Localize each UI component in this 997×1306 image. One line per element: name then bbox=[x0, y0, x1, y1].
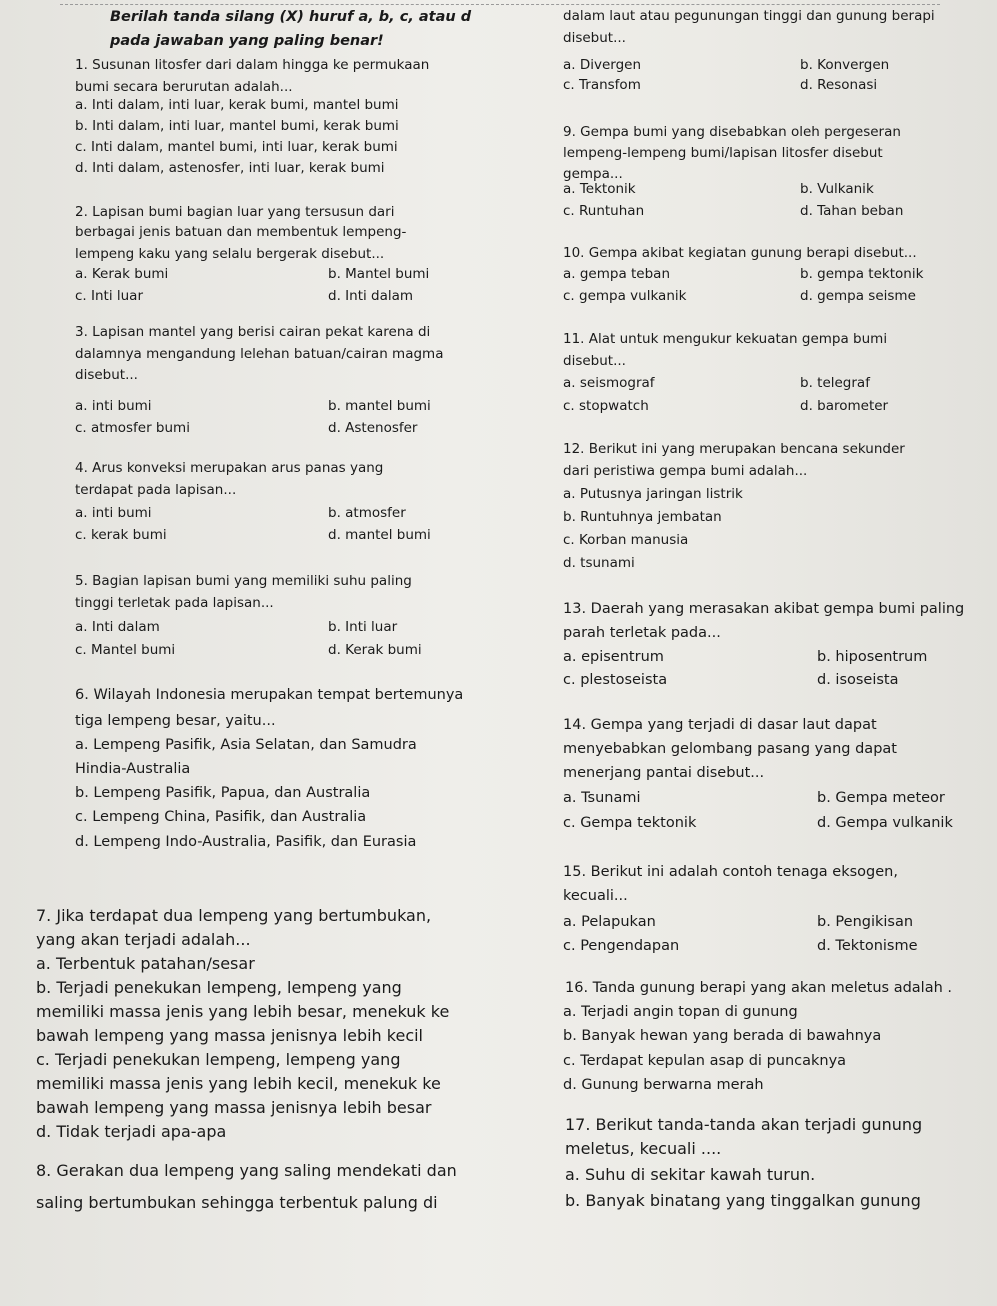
left-text-line: memiliki massa jenis yang lebih kecil, menekuk ke bbox=[36, 1074, 441, 1093]
left-option-b: b. mantel bumi bbox=[328, 398, 431, 414]
right-text-line: 10. Gempa akibat kegiatan gunung berapi disebut... bbox=[563, 245, 917, 261]
right-text-line: a. Terjadi angin topan di gunung bbox=[563, 1004, 798, 1020]
right-text-line: disebut... bbox=[563, 30, 626, 46]
left-text-line: a. Inti dalam bbox=[75, 619, 160, 635]
right-text-line: a. Pelapukan bbox=[563, 914, 656, 930]
right-text-line: 9. Gempa bumi yang disebabkan oleh pergeseran bbox=[563, 124, 901, 140]
right-text-line: menerjang pantai disebut... bbox=[563, 765, 765, 781]
right-text-line: c. Terdapat kepulan asap di puncaknya bbox=[563, 1053, 847, 1069]
page-top-edge bbox=[60, 4, 940, 5]
left-text-line: c. Inti dalam, mantel bumi, inti luar, kerak bumi bbox=[75, 139, 398, 155]
right-text-line: c. Transfom bbox=[563, 77, 641, 93]
left-text-line: bawah lempeng yang massa jenisnya lebih besar bbox=[36, 1098, 432, 1117]
right-option-b: b. hiposentrum bbox=[817, 649, 928, 665]
right-text-line: gempa... bbox=[563, 166, 623, 182]
left-text-line: disebut... bbox=[75, 367, 138, 383]
right-text-line: a. Suhu di sekitar kawah turun. bbox=[565, 1165, 816, 1184]
left-text-line: dalamnya mengandung lelehan batuan/cairan magma bbox=[75, 346, 444, 362]
right-text-line: c. Korban manusia bbox=[563, 532, 689, 548]
left-text-line: 8. Gerakan dua lempeng yang saling mendekati dan bbox=[36, 1161, 457, 1180]
left-text-line: 1. Susunan litosfer dari dalam hingga ke permukaan bbox=[75, 57, 430, 73]
left-text-line: c. Inti luar bbox=[75, 288, 144, 304]
right-option-b: d. Tahan beban bbox=[800, 203, 904, 219]
right-text-line: c. Gempa tektonik bbox=[563, 815, 697, 831]
left-text-line: a. inti bumi bbox=[75, 505, 152, 521]
right-text-line: kecuali... bbox=[563, 888, 628, 904]
right-option-b: b. gempa tektonik bbox=[800, 266, 924, 282]
right-text-line: 17. Berikut tanda-tanda akan terjadi gunung bbox=[565, 1115, 923, 1134]
right-text-line: c. stopwatch bbox=[563, 398, 649, 414]
right-text-line: c. Pengendapan bbox=[563, 938, 680, 954]
left-text-line: 7. Jika terdapat dua lempeng yang bertumbukan, bbox=[36, 906, 432, 925]
left-text-line: c. Mantel bumi bbox=[75, 642, 176, 658]
left-text-line: a. Lempeng Pasifik, Asia Selatan, dan Samudra bbox=[75, 737, 417, 753]
right-option-b: b. Vulkanik bbox=[800, 181, 874, 197]
left-text-line: d. Lempeng Indo-Australia, Pasifik, dan Eurasia bbox=[75, 834, 417, 850]
left-text-line: 2. Lapisan bumi bagian luar yang tersusun dari bbox=[75, 204, 395, 220]
right-text-line: b. Banyak hewan yang berada di bawahnya bbox=[563, 1028, 882, 1044]
left-text-line: a. Inti dalam, inti luar, kerak bumi, mantel bumi bbox=[75, 97, 399, 113]
left-text-line: Berilah tanda silang (X) huruf a, b, c, atau d bbox=[110, 9, 472, 25]
right-text-line: b. Runtuhnya jembatan bbox=[563, 509, 722, 525]
right-option-b: d. Gempa vulkanik bbox=[817, 815, 953, 831]
right-text-line: c. gempa vulkanik bbox=[563, 288, 687, 304]
left-option-b: d. Inti dalam bbox=[328, 288, 414, 304]
left-text-line: berbagai jenis batuan dan membentuk lempeng- bbox=[75, 224, 407, 240]
left-text-line: saling bertumbukan sehingga terbentuk palung di bbox=[36, 1193, 438, 1212]
left-text-line: c. kerak bumi bbox=[75, 527, 167, 543]
right-text-line: 12. Berikut ini yang merupakan bencana sekunder bbox=[563, 441, 905, 457]
right-text-line: dari peristiwa gempa bumi adalah... bbox=[563, 463, 808, 479]
left-text-line: a. inti bumi bbox=[75, 398, 152, 414]
left-text-line: b. Terjadi penekukan lempeng, lempeng yang bbox=[36, 978, 402, 997]
right-text-line: meletus, kecuali .... bbox=[565, 1139, 722, 1158]
left-text-line: pada jawaban yang paling benar! bbox=[110, 33, 384, 49]
left-text-line: c. Terjadi penekukan lempeng, lempeng yang bbox=[36, 1050, 401, 1069]
right-text-line: c. Runtuhan bbox=[563, 203, 645, 219]
left-text-line: terdapat pada lapisan... bbox=[75, 482, 237, 498]
right-option-b: b. Gempa meteor bbox=[817, 790, 945, 806]
left-text-line: b. Lempeng Pasifik, Papua, dan Australia bbox=[75, 785, 371, 801]
left-text-line: Hindia-Australia bbox=[75, 761, 191, 777]
left-text-line: 4. Arus konveksi merupakan arus panas yang bbox=[75, 460, 384, 476]
left-text-line: a. Terbentuk patahan/sesar bbox=[36, 954, 255, 973]
right-option-b: d. barometer bbox=[800, 398, 889, 414]
left-text-line: 3. Lapisan mantel yang berisi cairan pekat karena di bbox=[75, 324, 431, 340]
right-text-line: dalam laut atau pegunungan tinggi dan gunung berapi bbox=[563, 8, 935, 24]
left-text-line: 5. Bagian lapisan bumi yang memiliki suhu paling bbox=[75, 573, 412, 589]
right-option-b: b. telegraf bbox=[800, 375, 870, 391]
left-text-line: bawah lempeng yang massa jenisnya lebih kecil bbox=[36, 1026, 423, 1045]
left-text-line: bumi secara berurutan adalah... bbox=[75, 79, 293, 95]
right-option-b: d. isoseista bbox=[817, 672, 899, 688]
left-option-b: b. Mantel bumi bbox=[328, 266, 430, 282]
right-text-line: d. tsunami bbox=[563, 555, 635, 571]
right-text-line: 14. Gempa yang terjadi di dasar laut dapat bbox=[563, 717, 877, 733]
right-option-b: b. Konvergen bbox=[800, 57, 890, 73]
right-text-line: d. Gunung berwarna merah bbox=[563, 1077, 764, 1093]
right-text-line: parah terletak pada... bbox=[563, 625, 721, 641]
right-option-b: d. Resonasi bbox=[800, 77, 878, 93]
right-option-b: d. gempa seisme bbox=[800, 288, 916, 304]
right-text-line: a. Putusnya jaringan listrik bbox=[563, 486, 743, 502]
right-text-line: a. Tektonik bbox=[563, 181, 636, 197]
left-text-line: c. atmosfer bumi bbox=[75, 420, 190, 436]
left-option-b: d. Astenosfer bbox=[328, 420, 418, 436]
right-text-line: a. episentrum bbox=[563, 649, 664, 665]
right-text-line: a. seismograf bbox=[563, 375, 655, 391]
left-option-b: b. Inti luar bbox=[328, 619, 398, 635]
left-text-line: d. Tidak terjadi apa-apa bbox=[36, 1122, 227, 1141]
right-text-line: a. Divergen bbox=[563, 57, 642, 73]
left-text-line: tiga lempeng besar, yaitu... bbox=[75, 713, 276, 729]
left-text-line: c. Lempeng China, Pasifik, dan Australia bbox=[75, 809, 367, 825]
right-text-line: 15. Berikut ini adalah contoh tenaga eksogen, bbox=[563, 864, 898, 880]
right-text-line: c. plestoseista bbox=[563, 672, 668, 688]
right-text-line: a. Tsunami bbox=[563, 790, 641, 806]
right-option-b: b. Pengikisan bbox=[817, 914, 914, 930]
right-text-line: 13. Daerah yang merasakan akibat gempa bumi paling bbox=[563, 601, 965, 617]
left-text-line: lempeng kaku yang selalu bergerak disebut... bbox=[75, 246, 385, 262]
right-text-line: 16. Tanda gunung berapi yang akan meletus adalah . bbox=[565, 980, 953, 996]
left-text-line: memiliki massa jenis yang lebih besar, menekuk ke bbox=[36, 1002, 450, 1021]
left-option-b: b. atmosfer bbox=[328, 505, 406, 521]
left-text-line: b. Inti dalam, inti luar, mantel bumi, kerak bumi bbox=[75, 118, 399, 134]
right-text-line: 11. Alat untuk mengukur kekuatan gempa bumi bbox=[563, 331, 888, 347]
left-text-line: a. Kerak bumi bbox=[75, 266, 169, 282]
right-text-line: b. Banyak binatang yang tinggalkan gunung bbox=[565, 1191, 921, 1210]
right-text-line: menyebabkan gelombang pasang yang dapat bbox=[563, 741, 897, 757]
left-option-b: d. Kerak bumi bbox=[328, 642, 422, 658]
right-text-line: disebut... bbox=[563, 353, 626, 369]
right-text-line: a. gempa teban bbox=[563, 266, 671, 282]
right-option-b: d. Tektonisme bbox=[817, 938, 918, 954]
left-text-line: tinggi terletak pada lapisan... bbox=[75, 595, 274, 611]
left-option-b: d. mantel bumi bbox=[328, 527, 431, 543]
left-text-line: 6. Wilayah Indonesia merupakan tempat bertemunya bbox=[75, 687, 464, 703]
right-text-line: lempeng-lempeng bumi/lapisan litosfer disebut bbox=[563, 145, 883, 161]
left-text-line: d. Inti dalam, astenosfer, inti luar, kerak bumi bbox=[75, 160, 385, 176]
left-text-line: yang akan terjadi adalah... bbox=[36, 930, 251, 949]
